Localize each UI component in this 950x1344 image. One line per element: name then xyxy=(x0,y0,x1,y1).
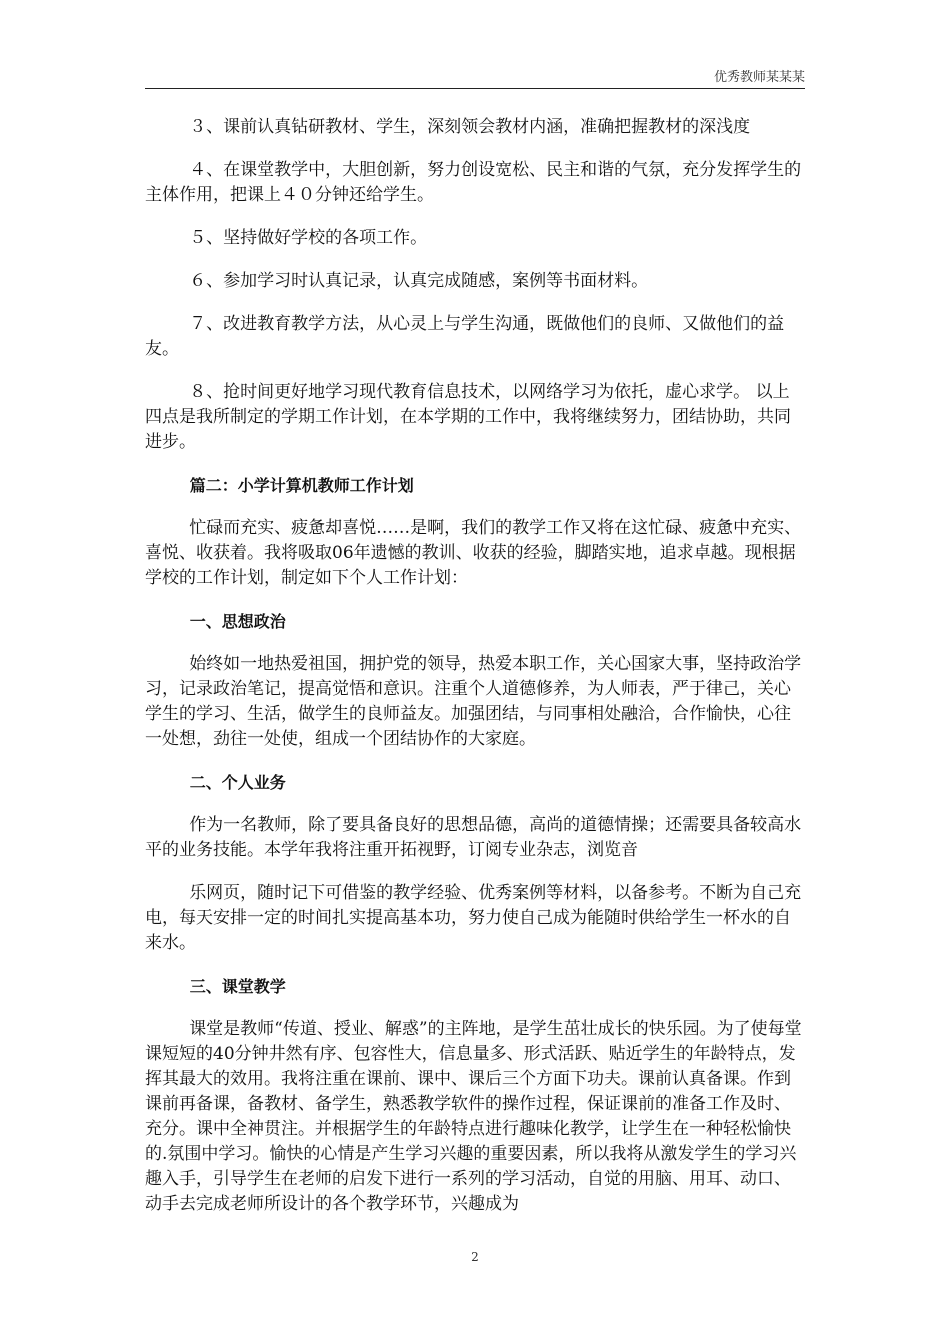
paragraph-professional-a: 作为一名教师，除了要具备良好的思想品德，高尚的道德情操；还需要具备较高水平的业务技能。本学年我将注重开拓视野，订阅专业杂志，浏览音 xyxy=(145,815,802,860)
heading-professional: 二、个人业务 xyxy=(189,773,286,792)
paragraph-professional-b: 乐网页，随时记下可借鉴的教学经验、优秀案例等材料，以备参考。不断为自己充电，每天安排一定的时间扎实提高基本功，努力使自己成为能随时供给学生一杯水的自来水。 xyxy=(145,883,802,953)
heading-politics: 一、思想政治 xyxy=(189,612,286,631)
document-body xyxy=(145,115,805,1235)
paragraph-item-3: ３、课前认真钻研教材、学生，深刻领会教材内涵，准确把握教材的深浅度 xyxy=(189,117,751,137)
header-title: 优秀教师某某某 xyxy=(713,70,805,85)
paragraph-item-6: ６、参加学习时认真记录，认真完成随感，案例等书面材料。 xyxy=(189,271,649,291)
section-intro: 忙碌而充实、疲惫却喜悦……是啊，我们的教学工作又将在这忙碌、疲惫中充实、喜悦、收获着。我将吸取06年遗憾的教训、收获的经验，脚踏实地，追求卓越。现根据学校的工作计划，制定如下个人工作计划： xyxy=(145,518,802,588)
paragraph-politics: 始终如一地热爱祖国，拥护党的领导，热爱本职工作，关心国家大事，坚持政治学习，记录政治笔记，提高觉悟和意识。注重个人道德修养，为人师表，严于律己，关心学生的学习、生活，做学生的良师益友。加强团结，与同事相处融洽，合作愉快，心往一处想，劲往一处使，组成一个团结协作的大家庭。 xyxy=(145,654,802,749)
paragraph-item-7: ７、改进教育教学方法，从心灵上与学生沟通，既做他们的良师、又做他们的益友。 xyxy=(145,314,785,359)
page-header xyxy=(145,66,805,89)
section-title: 篇二：小学计算机教师工作计划 xyxy=(189,476,414,495)
paragraph-classroom: 课堂是教师“传道、授业、解惑”的主阵地，是学生茁壮成长的快乐园。为了使每堂课短短的40分钟井然有序、包容性大，信息量多、形式活跃、贴近学生的年龄特点，发挥其最大的效用。我将注重在课前、课中、课后三个方面下功夫。课前认真备课。作到课前再备课，备教材、备学生，熟悉教学软件的操作过程，保证课前的准备工作及时、充分。课中全神贯注。并根据学生的年龄特点进行趣味化教学，让学生在一种轻松愉快的.氛围中学习。愉快的心情是产生学习兴趣的重要因素，所以我将从激发学生的学习兴趣入手，引导学生在老师的启发下进行一系列的学习活动，自觉的用脑、用耳、动口、动手去完成老师所设计的各个教学环节，兴趣成为 xyxy=(145,1019,802,1214)
heading-classroom: 三、课堂教学 xyxy=(189,977,286,996)
page-number: 2 xyxy=(471,1250,479,1264)
paragraph-item-8: ８、抢时间更好地学习现代教育信息技术，以网络学习为依托，虚心求学。 以上四点是我所制定的学期工作计划，在本学期的工作中，我将继续努力，团结协助，共同进步。 xyxy=(145,382,791,452)
paragraph-item-4: ４、在课堂教学中，大胆创新，努力创设宽松、民主和谐的气氛，充分发挥学生的主体作用，把课上４０分钟还给学生。 xyxy=(145,160,802,205)
paragraph-item-5: ５、坚持做好学校的各项工作。 xyxy=(189,228,428,248)
